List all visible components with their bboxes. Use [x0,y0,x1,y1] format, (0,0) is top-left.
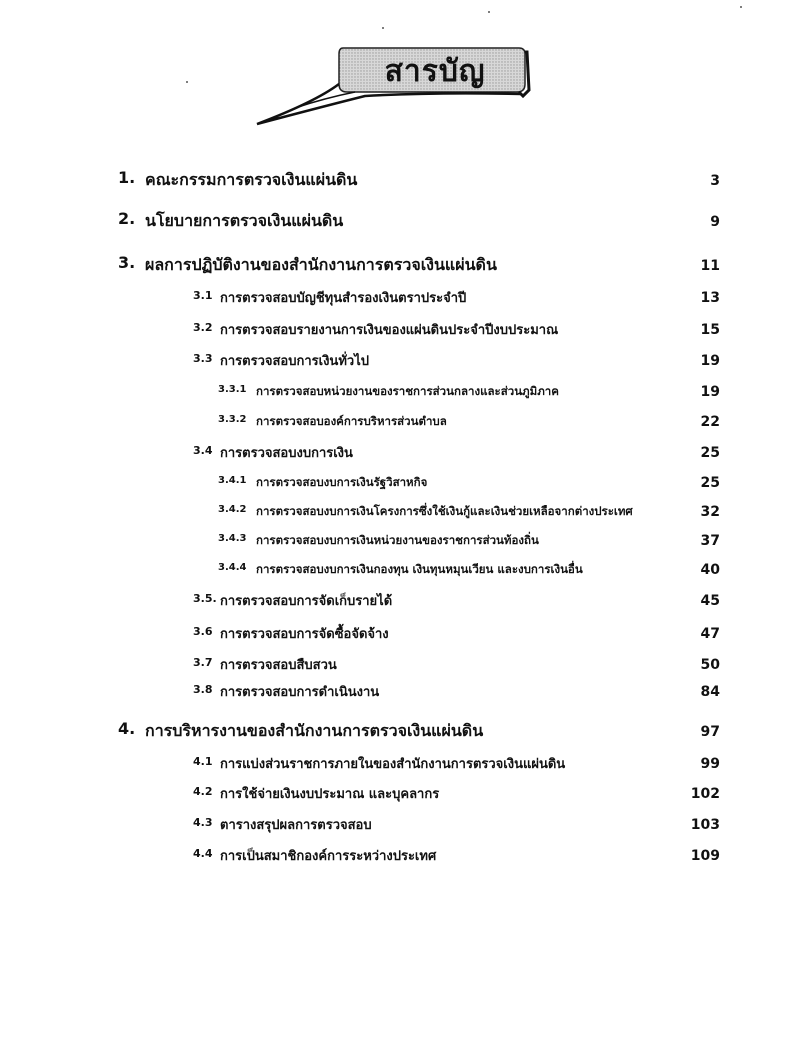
toc-entry-number: 2. [118,209,136,228]
toc-entry[interactable] [0,813,720,835]
toc-entry-page-number: 47 [700,626,720,642]
toc-entry-page-number: 9 [710,214,720,230]
toc-entry-page-number: 97 [700,724,720,740]
toc-entry[interactable] [0,318,720,340]
page-title: สารบัญ [384,54,486,89]
toc-entry-title: การเป็นสมาชิกองค์การระหว่างประเทศ [220,849,437,864]
toc-entry-title: การตรวจสอบงบการเงิน [220,446,353,461]
toc-entry-page-number: 3 [710,173,720,189]
toc-entry[interactable] [0,529,720,551]
toc-entry-title: การตรวจสอบบัญชีทุนสำรองเงินตราประจำปี [220,291,467,306]
toc-entry-title: การตรวจสอบการเงินทั่วไป [220,354,369,369]
toc-entry-title: การตรวจสอบองค์การบริหารส่วนตำบล [256,414,447,428]
toc-entry-number: 4.2 [193,785,213,798]
toc-entry-page-number: 102 [690,786,720,802]
toc-entry[interactable] [0,844,720,866]
toc-entry[interactable] [0,209,720,231]
toc-entry-number: 3.4.3 [218,533,247,544]
toc-entry-number: 4.1 [193,755,213,768]
toc-entry-number: 3.1 [193,289,213,302]
toc-entry-title: การตรวจสอบการจัดเก็บรายได้ [220,594,393,609]
toc-entry-title: การแบ่งส่วนราชการภายในของสำนักงานการตรวจเงินแผ่นดิน [220,757,566,772]
toc-entry-title: การบริหารงานของสำนักงานการตรวจเงินแผ่นดิน [145,721,484,740]
toc-entry-title: การตรวจสอบงบการเงินกองทุน เงินทุนหมุนเวียน และงบการเงินอื่น [256,562,583,576]
toc-entry-page-number: 11 [700,258,720,274]
toc-entry-number: 3.4.4 [218,562,247,573]
toc-entry[interactable] [0,286,720,308]
toc-entry-title: ผลการปฏิบัติงานของสำนักงานการตรวจเงินแผ่นดิน [145,255,497,274]
toc-entry[interactable] [0,441,720,463]
toc-entry-title: การตรวจสอบรายงานการเงินของแผ่นดินประจำปีงบประมาณ [220,323,559,338]
toc-entry-title: การใช้จ่ายเงินงบประมาณ และบุคลากร [220,787,440,802]
toc-entry[interactable] [0,782,720,804]
toc-entry[interactable] [0,622,720,644]
toc-entry[interactable] [0,253,720,275]
toc-entry-number: 3.8 [193,683,213,696]
toc-entry-page-number: 25 [700,475,720,491]
toc-entry-title: การตรวจสอบสืบสวน [220,658,337,673]
toc-entry-title: การตรวจสอบหน่วยงานของราชการส่วนกลางและส่วนภูมิภาค [256,384,559,398]
toc-entry-number: 3.4.2 [218,504,247,515]
toc-entry-title: การตรวจสอบการดำเนินงาน [220,685,380,700]
toc-entry-page-number: 19 [700,353,720,369]
toc-entry-page-number: 22 [700,414,720,430]
toc-entry-page-number: 109 [690,848,720,864]
toc-entry-number: 3.2 [193,321,213,334]
scan-speck [382,27,384,29]
toc-entry-page-number: 103 [690,817,720,833]
toc-entry-title: การตรวจสอบงบการเงินหน่วยงานของราชการส่วนท้องถิ่น [256,533,539,547]
toc-entry-number: 3.5. [193,592,217,605]
scan-speck [740,6,742,8]
toc-entry[interactable] [0,558,720,580]
toc-entry[interactable] [0,410,720,432]
toc-entry-number: 4. [118,719,136,738]
toc-entry-number: 3.4.1 [218,475,247,486]
toc-entry-page-number: 84 [700,684,720,700]
toc-entry-title: การตรวจสอบการจัดซื้อจัดจ้าง [220,627,389,642]
toc-entry[interactable] [0,752,720,774]
toc-entry-page-number: 15 [700,322,720,338]
toc-entry[interactable] [0,719,720,741]
toc-entry-number: 3.3 [193,352,213,365]
toc-entry[interactable] [0,680,720,702]
toc-entry-page-number: 45 [700,593,720,609]
toc-entry-page-number: 32 [700,504,720,520]
toc-header-banner [255,40,535,130]
toc-entry-title: คณะกรรมการตรวจเงินแผ่นดิน [145,170,358,189]
toc-entry-page-number: 25 [700,445,720,461]
toc-entry-page-number: 40 [700,562,720,578]
scan-speck [488,11,490,13]
toc-entry[interactable] [0,500,720,522]
toc-entry-page-number: 19 [700,384,720,400]
toc-entry-title: นโยบายการตรวจเงินแผ่นดิน [145,211,344,230]
toc-entry-number: 3.4 [193,444,213,457]
toc-entry-title: ตารางสรุปผลการตรวจสอบ [220,818,372,833]
toc-entry-number: 3.3.1 [218,384,247,395]
toc-entry[interactable] [0,168,720,190]
toc-entry[interactable] [0,349,720,371]
toc-entry-number: 3.3.2 [218,414,247,425]
toc-entry[interactable] [0,589,720,611]
toc-entry-page-number: 99 [700,756,720,772]
toc-entry-page-number: 13 [700,290,720,306]
toc-entry-title: การตรวจสอบงบการเงินรัฐวิสาหกิจ [256,475,428,489]
toc-entry-page-number: 37 [700,533,720,549]
toc-entry-number: 1. [118,168,136,187]
toc-entry-page-number: 50 [700,657,720,673]
toc-entry-number: 3.6 [193,625,213,638]
toc-entry-number: 3.7 [193,656,213,669]
toc-entry[interactable] [0,380,720,402]
toc-entry-number: 4.3 [193,816,213,829]
toc-entry[interactable] [0,653,720,675]
scan-speck [186,81,188,83]
toc-entry-number: 3. [118,253,136,272]
toc-entry[interactable] [0,471,720,493]
toc-entry-title: การตรวจสอบงบการเงินโครงการซึ่งใช้เงินกู้และเงินช่วยเหลือจากต่างประเทศ [256,504,633,518]
toc-entry-number: 4.4 [193,847,213,860]
